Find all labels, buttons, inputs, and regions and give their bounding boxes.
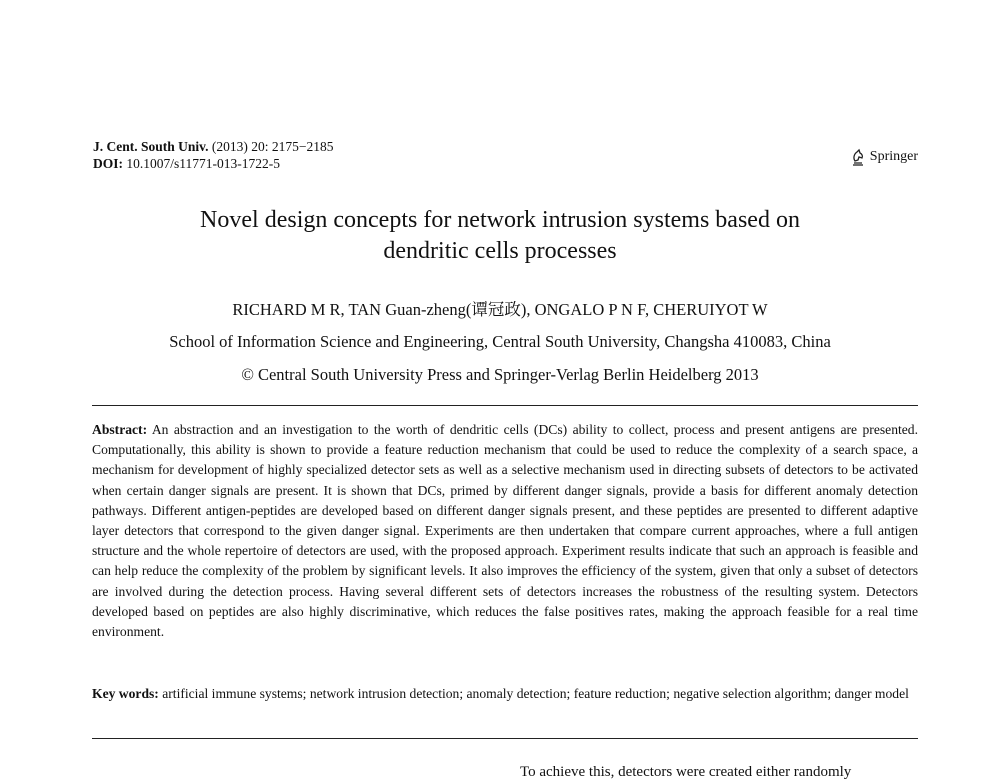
journal-citation-line: [93, 138, 334, 155]
paper-title: [0, 205, 1000, 267]
abstract: [92, 420, 918, 642]
abstract-text: An abstraction and an investigation to the worth of dendritic cells (DCs) ability to collect, process and present antigens are presented. Computationally, this ability is shown to provide a feature reduction mechanism that could be used to reduce the complexity of a search space, a mechanism for development of highly specialized detector sets as well as a selective mechanism used in directing subsets of detectors to be activated when certain danger signals are present. It is shown that DCs, primed by different danger signals, provide a basis for different anomaly detection pathways. Different antigen-peptides are developed based on different danger signals present, and these peptides are presented to different adaptive layer detectors that correspond to the given danger signal. Experiments are then undertaken that compare current approaches, where a full antigen structure and the whole repertoire of detectors are used, with the proposed approach. Experiment results indicate that such an approach is feasible and can help reduce the complexity of the problem by significant levels. It also improves the efficiency of the system, given that only a subset of detectors are involved during the detection process. Having several different sets of detectors increases the robustness of the resulting system. Detectors developed based on peptides are also highly discriminative, which reduces the false positives rates, making the approach feasible for a real time environment.: [92, 422, 918, 640]
abstract-label: Abstract:: [92, 422, 148, 437]
title-line-2: dendritic cells processes: [383, 238, 617, 264]
affiliation: School of Information Science and Engineering, Central South University, Changsha 410083, China: [169, 332, 831, 351]
keywords-label: Key words:: [92, 686, 159, 701]
doi-value: 10.1007/s11771-013-1722-5: [126, 156, 280, 171]
title-line-1: Novel design concepts for network intrusion systems based on: [200, 207, 800, 233]
top-divider: [92, 405, 918, 406]
journal-name: J. Cent. South Univ.: [93, 139, 209, 154]
publisher-logo: [850, 148, 918, 166]
copyright-notice: © Central South University Press and Springer-Verlag Berlin Heidelberg 2013: [241, 365, 759, 384]
doi-line: [93, 155, 334, 172]
journal-header: [93, 138, 334, 172]
keywords-text: artificial immune systems; network intrusion detection; anomaly detection; feature reduction; negative selection algorithm; danger model: [162, 686, 909, 701]
bottom-divider: [92, 738, 918, 739]
body-text-start: To achieve this, detectors were created either randomly: [520, 764, 852, 780]
springer-horse-icon: [850, 148, 866, 166]
author-list: RICHARD M R, TAN Guan-zheng(谭冠政), ONGALO P N F, CHERUIYOT W: [232, 300, 768, 319]
publisher-name: Springer: [869, 149, 918, 164]
keywords: [92, 684, 918, 704]
doi-label: DOI:: [93, 156, 123, 171]
journal-citation: (2013) 20: 2175−2185: [211, 139, 334, 154]
